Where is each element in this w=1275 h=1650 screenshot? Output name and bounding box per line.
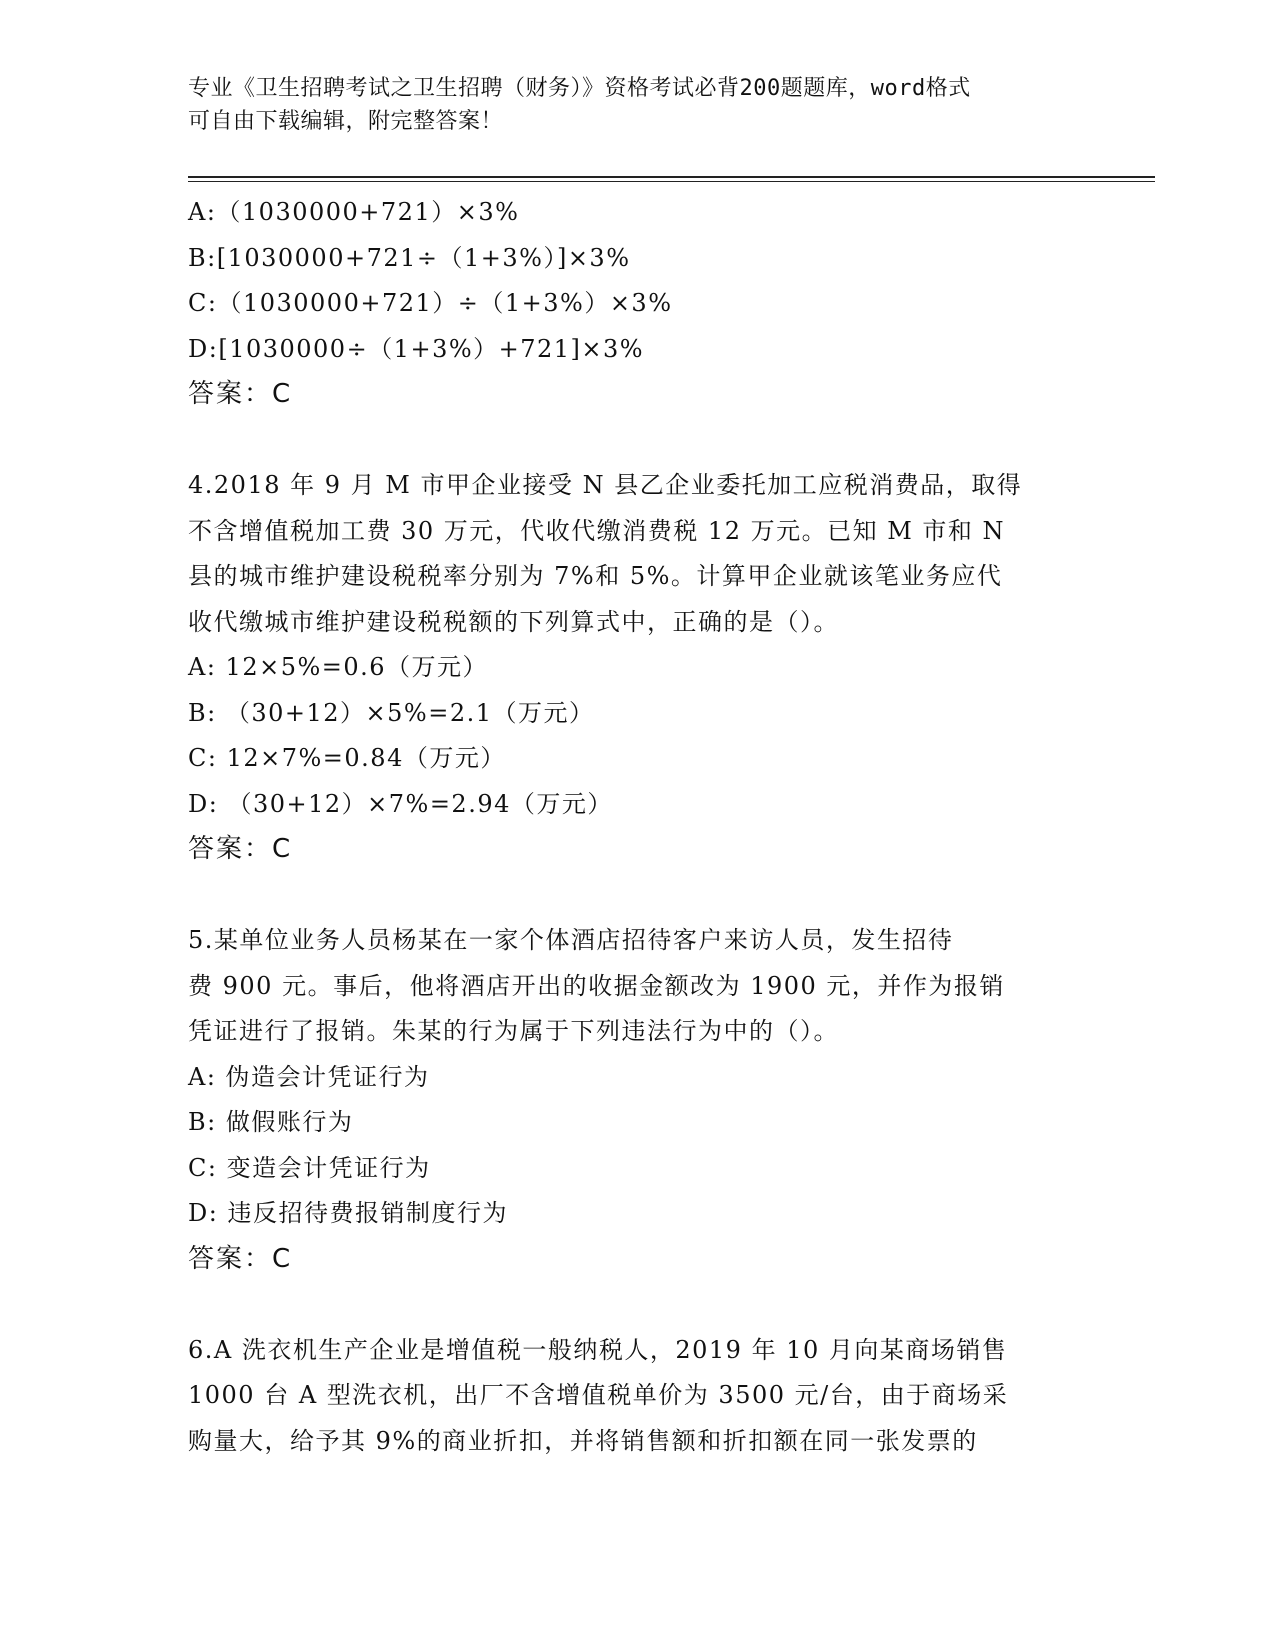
header-divider-thin bbox=[188, 181, 1155, 182]
spacer bbox=[188, 418, 1088, 464]
q5-option-b: B: 做假账行为 bbox=[188, 1108, 354, 1136]
q3-option-a: A:（1030000+721）×3% bbox=[188, 198, 520, 226]
q3-answer: 答案：C bbox=[188, 379, 293, 409]
q4-option-c: C: 12×7%=0.84（万元） bbox=[188, 744, 506, 772]
question-3-tail bbox=[188, 190, 1088, 418]
header-title-line-1: 专业《卫生招聘考试之卫生招聘（财务）》资格考试必背200题题库，word格式 bbox=[188, 76, 971, 101]
q5-stem-line-1: 5.某单位业务人员杨某在一家个体酒店招待客户来访人员，发生招待 bbox=[188, 926, 954, 954]
q6-stem-line-2: 1000 台 A 型洗衣机，出厂不含增值税单价为 3500 元/台，由于商场采 bbox=[188, 1381, 1009, 1409]
q5-option-c: C: 变造会计凭证行为 bbox=[188, 1153, 431, 1182]
q5-answer: 答案：C bbox=[188, 1243, 293, 1274]
header-divider-thick bbox=[188, 176, 1155, 178]
spacer bbox=[188, 1282, 1088, 1328]
q3-option-b: B:[1030000+721÷（1+3%）]×3% bbox=[188, 243, 631, 272]
q3-option-c: C:（1030000+721）÷（1+3%）×3% bbox=[188, 289, 673, 317]
header-title-line-2: 可自由下载编辑，附完整答案！ bbox=[188, 109, 504, 134]
spacer bbox=[188, 873, 1088, 919]
q4-stem-line-1: 4.2018 年 9 月 M 市甲企业接受 N 县乙企业委托加工应税消费品，取得 bbox=[188, 471, 1023, 499]
q5-stem-line-3: 凭证进行了报销。朱某的行为属于下列违法行为中的（）。 bbox=[188, 1017, 839, 1045]
q5-option-d: D: 违反招待费报销制度行为 bbox=[188, 1199, 508, 1227]
q4-option-d: D: （30+12）×7%=2.94（万元） bbox=[188, 789, 613, 818]
document-header bbox=[188, 72, 1068, 138]
question-4 bbox=[188, 463, 1088, 873]
q4-stem-line-4: 收代缴城市维护建设税税额的下列算式中，正确的是（）。 bbox=[188, 607, 839, 636]
q5-option-a: A: 伪造会计凭证行为 bbox=[188, 1062, 430, 1091]
q5-stem-line-2: 费 900 元。事后，他将酒店开出的收据金额改为 1900 元，并作为报销 bbox=[188, 971, 1005, 1000]
q4-option-a: A: 12×5%=0.6（万元） bbox=[188, 653, 489, 681]
question-6 bbox=[188, 1328, 1088, 1465]
q3-option-d: D:[1030000÷（1+3%）+721]×3% bbox=[188, 334, 645, 363]
question-content bbox=[188, 190, 1088, 1464]
q4-option-b: B: （30+12）×5%=2.1（万元） bbox=[188, 698, 595, 727]
q6-stem-line-1: 6.A 洗衣机生产企业是增值税一般纳税人，2019 年 10 月向某商场销售 bbox=[188, 1335, 1008, 1364]
q4-stem-line-2: 不含增值税加工费 30 万元，代收代缴消费税 12 万元。已知 M 市和 N bbox=[188, 516, 1006, 545]
q4-answer: 答案：C bbox=[188, 834, 293, 864]
q6-stem-line-3: 购量大，给予其 9%的商业折扣，并将销售额和折扣额在同一张发票的 bbox=[188, 1426, 978, 1455]
q4-stem-line-3: 县的城市维护建设税税率分别为 7%和 5%。计算甲企业就该笔业务应代 bbox=[188, 562, 1003, 590]
question-5 bbox=[188, 918, 1088, 1282]
